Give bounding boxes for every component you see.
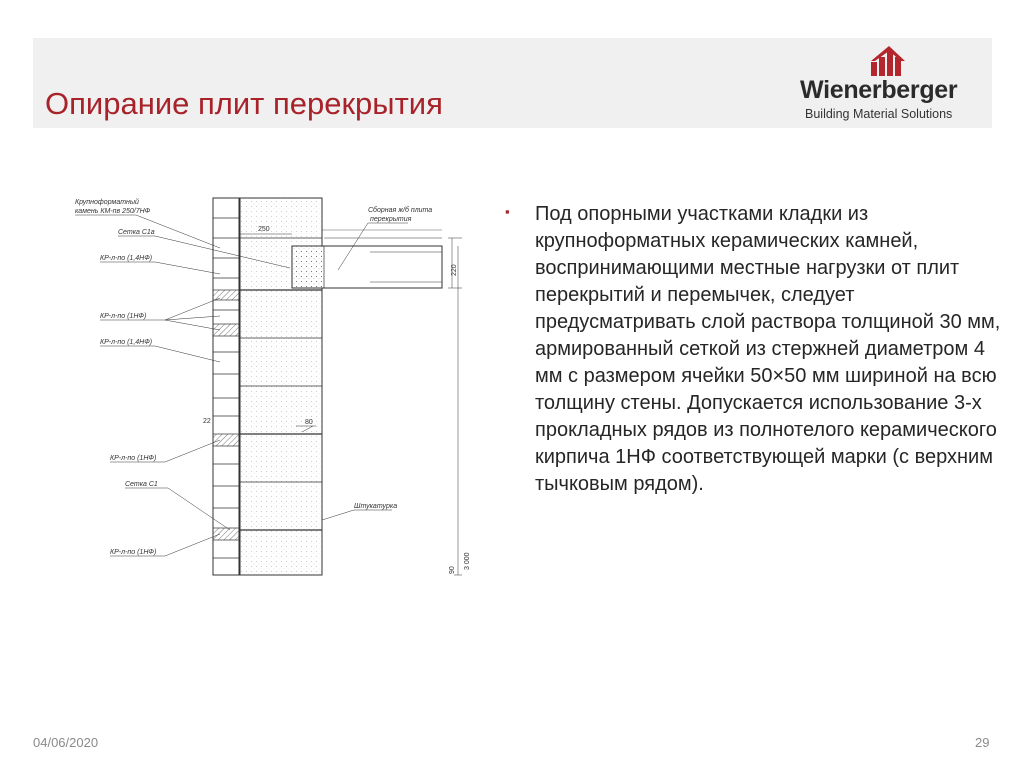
label-mesh-c1: Сетка С1 [125, 481, 158, 488]
label-brick-14nf-a: КР-л-по (1,4НФ) [100, 255, 153, 262]
dimension-3000: 3 000 [464, 552, 471, 570]
label-slab-line1: Сборная ж/б плита [368, 207, 433, 214]
dimension-22: 22 [203, 418, 211, 425]
slab-support-drawing [70, 190, 490, 585]
wienerberger-logo [800, 46, 990, 126]
label-plaster: Штукатурка [354, 503, 398, 510]
slide-title: Опирание плит перекрытия [45, 86, 443, 121]
label-mesh-c1a: Сетка С1а [118, 229, 155, 236]
dimension-80: 80 [305, 419, 313, 426]
dimension-220: 220 [451, 264, 458, 276]
label-large-stone-line1: Крупноформатный [75, 199, 139, 206]
label-brick-14nf-b: КР-л-по (1,4НФ) [100, 339, 153, 346]
brick-facing-layer [213, 198, 239, 575]
label-brick-1nf-c: КР-л-по (1НФ) [110, 549, 157, 556]
page-number: 29 [975, 735, 990, 750]
label-brick-1nf-b: КР-л-по (1НФ) [110, 455, 157, 462]
label-slab-line2: перекрытия [370, 216, 412, 223]
bullet-marker: ▪ [505, 204, 510, 219]
logo-tagline: Building Material Solutions [805, 107, 953, 121]
slide-date: 04/06/2020 [33, 735, 99, 750]
label-large-stone-line2: камень КМ-пв 250/7НФ [75, 208, 151, 215]
dimension-90: 90 [449, 566, 456, 574]
brick-stack-logo-icon [869, 46, 907, 76]
bullet-text: Под опорными участками кладки из крупноформатных керамических камней, воспринимающими местные нагрузки от плит перекрытий и перемычек, следует предусматривать слой раствора толщиной 30 мм, армированный сеткой из стержней диаметром 4 мм с размером ячейки 50×50 мм шириной на всю толщину стены. Допускается использование 3-х прокладных рядов из полнотелого керамического кирпича 1НФ соответствующей марки (с верхним тычковым рядом). [535, 203, 1001, 495]
logo-brand-name: Wienerberger [800, 76, 958, 104]
label-brick-1nf-a: КР-л-по (1НФ) [100, 313, 147, 320]
dimension-250: 250 [258, 226, 270, 233]
